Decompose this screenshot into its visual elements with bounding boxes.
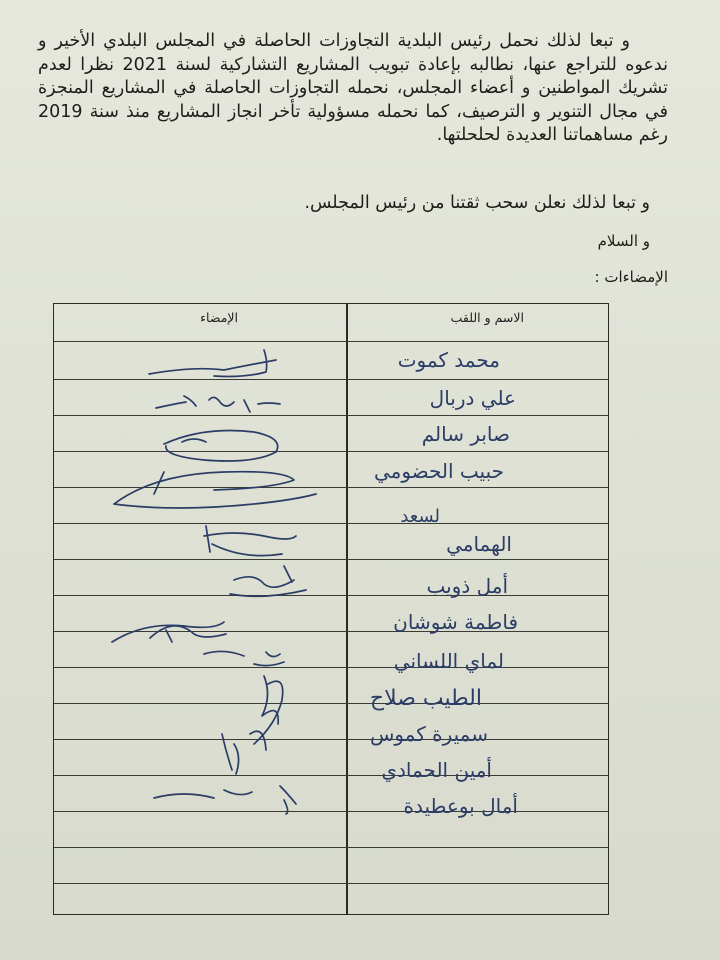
handwritten-name: لماي اللساني (393, 649, 504, 673)
signature-scribble (154, 786, 296, 814)
handwritten-name: محمد كموت (397, 348, 500, 372)
signature-scribble (222, 734, 239, 774)
closing-salutation: و السلام (597, 232, 650, 250)
signature-scribble (112, 622, 226, 642)
handwritten-name: سميرة كموس (369, 722, 488, 746)
handwritten-name: حبيب الحضومي (373, 459, 504, 483)
signature-scribble (156, 396, 280, 412)
handwritten-name: لسعد (400, 506, 440, 527)
handwritten-name: الطيب صلاح (369, 686, 482, 711)
handwritten-name: أمال بوعطيدة (403, 794, 518, 818)
signature-scribble (204, 651, 284, 665)
header-signature-column: الإمضاء (200, 310, 238, 325)
paragraph-accusations: و تبعا لذلك نحمل رئيس البلدية التجاوزات الحاصلة في المجلس البلدي الأخير و ندعوه للتراجع عنها، نطالبه بإعادة تبويب المشاريع التشاركية لسنة 2021 نظرا لعدم تشريك المواطنين و أعضاء المجلس، نحمله التجاوزات الحاصلة في المشاريع المنجزة في مجال التنوير و الترصيف، كما نحمله مسؤولية تأخر انجاز المشاريع منذ سنة 2019 رغم مساهماتنا العديدة لحلحلتها. (38, 31, 668, 145)
signature-table (53, 303, 609, 915)
handwritten-name: أمين الحمادي (381, 758, 492, 782)
signature-scribble (230, 566, 306, 596)
handwritten-name: الهمامي (446, 532, 512, 556)
column-divider (346, 304, 348, 914)
paragraph-no-confidence: و تبعا لذلك نعلن سحب ثقتنا من رئيس المجلس. (304, 193, 650, 213)
signature-scribble (114, 472, 316, 508)
signatures-drawing (54, 304, 346, 916)
handwritten-name: أمل ذويب (426, 574, 508, 598)
handwritten-name: فاطمة شوشان (393, 610, 518, 634)
header-name-column: الاسم و اللقب (450, 310, 524, 325)
signature-scribble (250, 676, 283, 750)
signature-scribble (149, 350, 276, 377)
handwritten-name: صابر سالم (421, 422, 510, 446)
signature-scribble (164, 431, 278, 462)
signatures-label: الإمضاءات : (594, 268, 668, 286)
signature-scribble (204, 526, 296, 556)
handwritten-name: علي دربال (429, 386, 516, 410)
